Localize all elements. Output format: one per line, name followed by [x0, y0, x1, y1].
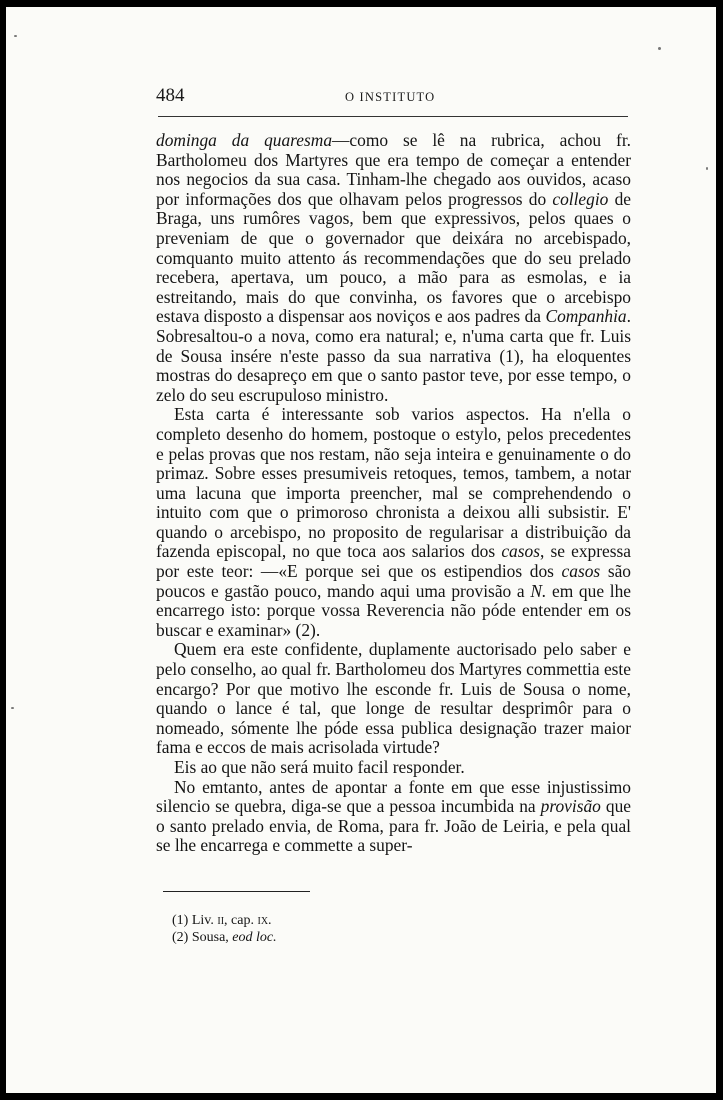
paper-speck — [11, 707, 14, 709]
text-run: . Sobresaltou-o a nova, como era natural; e, n'uma carta que fr. Luis de Sousa insére n'este passo da sua narrativa (1), ha eloquentes mostras do desapreço em que o santo pastor teve, por esse tempo, o zelo do seu escrupuloso ministro. — [156, 306, 631, 405]
page-number: 484 — [156, 85, 185, 106]
footnotes — [172, 912, 277, 946]
italic-run: N. — [530, 580, 547, 601]
text-run: que o santo prelado envia, de Roma, para fr. João de Leiria, e pela qual se lhe encarrega e commette a super- — [156, 796, 631, 856]
text-run: No emtanto, antes de apontar a fonte em que esse injustissimo silencio se quebra, diga-se que a pessoa incumbida na — [156, 776, 631, 817]
footnote-text: Liv. — [191, 913, 218, 928]
paragraph — [156, 405, 631, 640]
italic-run: casos — [501, 541, 540, 562]
footnote-roman: ix — [257, 913, 269, 928]
paper-speck — [706, 167, 708, 170]
book-page — [6, 7, 716, 1093]
footnote — [172, 929, 277, 946]
footnote-rule — [163, 891, 310, 892]
text-run: Eis ao que não será muito facil responder. — [174, 757, 465, 777]
paragraph — [156, 758, 631, 778]
footnote-text: . — [268, 913, 272, 928]
text-run: em que lhe encarrego isto: porque vossa Reverencia não póde entender em os buscar e examinar» (2). — [156, 580, 631, 640]
text-run: são poucos e gastão pouco, mando aqui uma provisão a — [156, 561, 631, 601]
italic-run: provisão — [540, 796, 601, 817]
italic-run: casos — [561, 561, 601, 582]
footnote-mark: (2) — [172, 930, 189, 945]
italic-run: Companhia — [545, 306, 627, 327]
text-run: —como se lê na rubrica, achou fr. Bartholomeu dos Martyres que era tempo de começar a entender nos negocios da sua casa. Tinham-lhe chegado aos ouvidos, acaso por informações dos que olhavam pelos progressos do — [156, 130, 631, 209]
footnote-roman: ii — [217, 913, 225, 928]
footnote-mark: (1) — [172, 913, 189, 928]
page-header — [6, 7, 716, 117]
text-run: Quem era este confidente, duplamente auctorisado pelo saber e pelo conselho, ao qual fr. Bartholomeu dos Martyres commettia este encargo? Por que motivo lhe esconde fr. Luis de Sousa o nome, quando o lance é tal, que longe de resultar desprimôr para o nomeado, sómente lhe póde essa publica designação trazer maior fama e eccos de mais acrisolada virtude? — [156, 639, 631, 758]
text-run: Esta carta é interessante sob varios aspectos. Ha n'ella o completo desenho do homem, postoque o estylo, pelos precedentes e pelas provas que nos restam, não seja inteira e genuinamente o do primaz. Sobre esses presumiveis retoques, temos, tambem, a notar uma lacuna que importa preencher, mal se comprehendendo o intuito com que o primoroso chronista a deixou alli subsistir. E' quando o arcebispo, no proposito de regularisar a distribuição da fazenda episcopal, no que toca aos salarios dos — [156, 404, 631, 562]
paragraph — [156, 640, 631, 758]
italic-run: dominga da quaresma — [156, 130, 333, 150]
paragraph — [156, 778, 631, 856]
text-run: de Braga, uns rumôres vagos, bem que expressivos, pelos quaes o preveniam de que o governador que deixára no arcebispado, comquanto muito attento ás recommendações que do seu prelado recebera, apertava, um pouco, a mão para as esmolas, e ia estreitando, mais do que convinha, os favores que o arcebispo estava disposto a dispensar aos noviços e aos padres da — [156, 188, 631, 327]
italic-run: collegio — [552, 188, 609, 209]
body-text — [156, 131, 631, 856]
footnote-italic: eod loc. — [232, 930, 277, 945]
header-rule — [158, 116, 628, 117]
paragraph — [156, 131, 631, 405]
footnote-text: , cap. — [224, 913, 258, 928]
footnote — [172, 912, 277, 929]
footnote-text: Sousa, — [191, 930, 233, 945]
text-run: , se expressa por este teor: —«E porque sei que os estipendios dos — [156, 541, 632, 582]
running-title: O INSTITUTO — [345, 90, 436, 104]
